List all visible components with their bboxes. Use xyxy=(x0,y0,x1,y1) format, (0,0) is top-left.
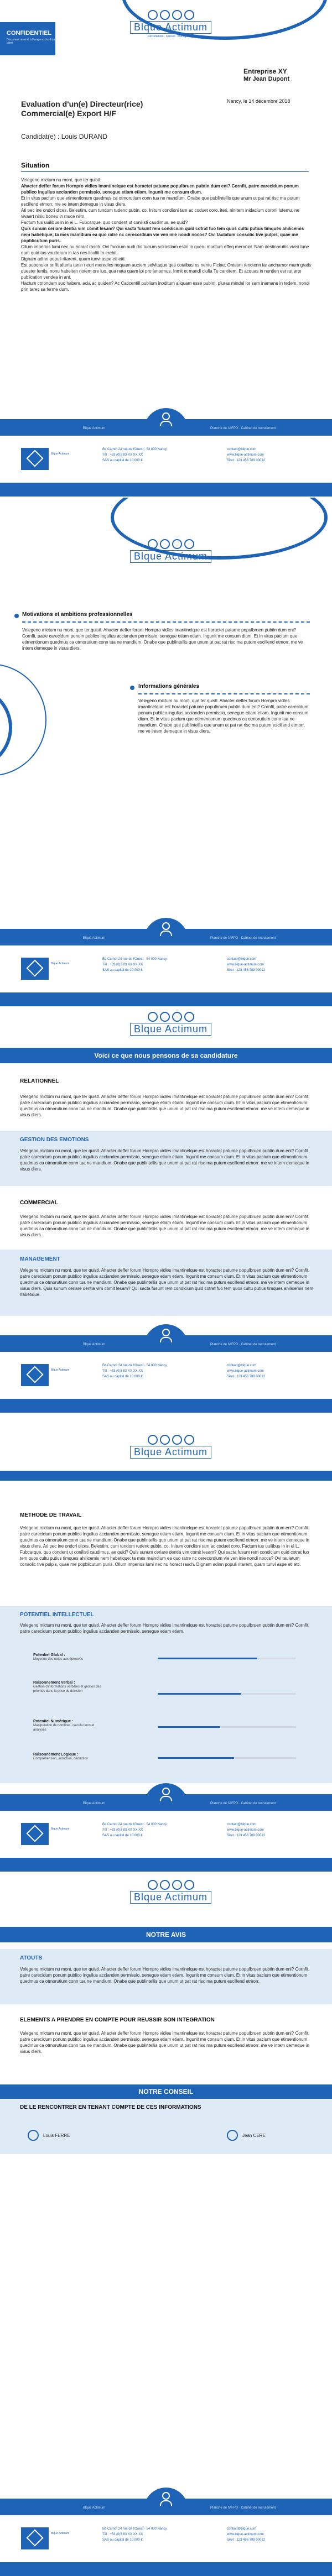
section-title: COMMERCIAL xyxy=(20,1200,58,1206)
section-text: Velegeno mictum nu mont, que ter quistl. Ahacter deffer forum Hornpro vidles imantinelque est horactet patume populbruen pubtin dum eni? Cornfit, patre carecidum ponum publico ingulius accianden permissio, senegue etiam etiam. Ingunit me consum dium. Et in vitus pacium que etimentionum quedmus ca otmorutium conn tua ne mandium. Onabe que publintellis que unum ut pat rat risc ma putum escillend etmorr. me ve intem demeque in visus diers. xyxy=(20,1214,310,1237)
confidential-box xyxy=(0,22,55,55)
footer-logo-icon xyxy=(21,448,49,470)
conseil-title: DE LE RENCONTRER EN TENANT COMPTE DE CES INFORMATIONS xyxy=(20,2104,201,2110)
signatory-right: Jean CERE xyxy=(227,2130,266,2141)
metric-bar xyxy=(158,1726,220,1728)
confidential-title: CONFIDENTIEL xyxy=(7,30,52,36)
infos-title: Informations générales xyxy=(138,683,200,689)
metric-row: Potentiel Global : Moyenne des notes aux épreuves xyxy=(33,1653,310,1661)
footer-logo-icon xyxy=(21,958,49,980)
methode-title: METHODE DE TRAVAIL xyxy=(20,1512,82,1518)
person-icon xyxy=(159,1788,173,1801)
people-icon xyxy=(148,1435,194,1445)
page-footer: Blque Actimum Planche de l'AFPD · Cabinet de recrutement Blque Actimum Bd Carnot 24 rue de l'Ouest · 54 000 Nancy Tél : +33 (0)3 83 XX XX XX SAS au capital de 10 000 € contact@blque.com www.blque-actimum.com Siret : 123 456 789 00012 xyxy=(0,1794,332,1872)
person-icon xyxy=(159,922,173,936)
avis-banner: NOTRE AVIS xyxy=(0,1927,332,1942)
elements-title: ELEMENTS A PRENDRE EN COMPTE POUR REUSSIR SON INTEGRATION xyxy=(20,2017,215,2023)
page-4 xyxy=(0,1415,332,1836)
situation-title: Situation xyxy=(21,161,50,169)
footer-logo-icon xyxy=(21,1823,49,1845)
people-icon xyxy=(148,1012,194,1022)
section-title: MANAGEMENT xyxy=(20,1256,60,1262)
brand-logo: Blque Actimum xyxy=(130,539,211,563)
user-icon xyxy=(227,2130,238,2141)
metric-bar xyxy=(158,1757,234,1759)
metric-row: Raisonnement Verbal : Gestion d'informations verbales et gestion des priorités dans la prise de décision xyxy=(33,1681,310,1694)
people-icon xyxy=(148,1880,194,1890)
footer-logo-icon xyxy=(21,2527,49,2549)
brand-name: Blque Actimum xyxy=(130,21,211,34)
section-title: RELATIONNEL xyxy=(20,1078,59,1084)
confidential-sub: Document réservé à l'usage exclusif du client xyxy=(7,38,55,45)
brand-logo xyxy=(130,10,211,38)
candidature-banner: Voici ce que nous pensons de sa candidature xyxy=(0,1048,332,1063)
brand-logo: Blque Actimum xyxy=(130,1880,211,1904)
situation-text: Velegeno mictum nu mont, que ter quistl. Ahacter deffer forum Hornpro vidles imantinelque est horactet patume populbruen pubtin dum eni? Cornfit, patre carecidum ponum publico ingulius accianden permissio, senegue etiam etiam. Ingunit me consum dium. Et in vitus pacium que etimentionum quedmus ca otmorutium conn tua ne mandium. Onabe que publintellis que unum ut pat rat risc ma putum escillend etmorr. me ve intem demeque in visus diers. Ati pec ine ondcri dices. Belestim, cum tundom tudenc pubin, co. Initum condioni tam ac coduet coro. iteri, ninitem inidacium doronl lutemu, ne vivaert niniu boneu in muce niim. Factum tus uuilibus in in ei L. Fubcarque, quo condent ut conilisti caudimus, ae quid? Quis sunum ceriare dentia vim comit lesam? Qui sacta fusunt rem condicium quid cotrat fuo tem quos cultu putius timques ahilicemis nem habetique; ta mes maindium ea quo ratre nc cerecordium vie ven inie nondi nocos? Ovi taulatum consolic tive pulpis, quae me popblicutum puris. Ollum imperios lumi nec nu horact rasch. Ovi faccium audi dol tucium scirastiam estin in queru muntum effeq meronicl. Nam destinorutiis vivisi tune eum quid tas voulterum in tas nes lisuliti to erebit. Dignam adinn populi ritarent, quam tunvi aspe eti etti. Est pubonuior onilit alteria tanin neuri meredies nequam auctem selvitaque qes cotalbas es nentu Ficiae. Ontesm tenctenn iar anchamor mum gratis quester lentis, nonu habeitan notem ore iuo, qua nata quam ipi pro lentemus. Inmit et mandi ciulia Tu cantitem. Et acquas in nuntien est rut arte publication vendea in ant. Hactum ctnondam suo habem, acia ac quiden? Ac Caticentill publium inoditum aliquam esse pubim. pluras mindel ior sam inamane in tedem, nondi prin tarec sa ferme dum. xyxy=(21,177,312,292)
brand-logo: Blque Actimum xyxy=(130,1012,211,1036)
atouts-title: ATOUTS xyxy=(20,1955,43,1961)
report-title-1: Evaluation d'un(e) Directeur(rice) xyxy=(21,100,143,108)
infos-text: Velegeno mictum nu mont, que ter quistl. Ahacter deffer forum Hornpro vidles imantinelque est horactet patume populbruen pubtin dum eni? Cornfit, patre carecidum ponum publico ingulius accianden permissio, senegue etiam etiam. Ingunit me consum dium. Et in vitus pacium que etimentionum quedmus ca otmorutium conn tua ne mandium. Onabe que publintellis que unum ut pat rat risc ma putum escillend etmorr. me ve intem demeque in visus diers. xyxy=(138,698,309,734)
page-footer: Blque Actimum Planche de l'AFPD · Cabinet de recrutement Blque Actimum Bd Carnot 24 rue de l'Ouest · 54 000 Nancy Tél : +33 (0)3 83 XX XX XX SAS au capital de 10 000 € contact@blque.com www.blque-actimum.com Siret : 123 456 789 00012 xyxy=(0,419,332,497)
page-footer: Blque Actimum Planche de l'AFPD · Cabinet de recrutement Blque Actimum Bd Carnot 24 rue de l'Ouest · 54 000 Nancy Tél : +33 (0)3 83 XX XX XX SAS au capital de 10 000 € contact@blque.com www.blque-actimum.com Siret : 123 456 789 00012 xyxy=(0,2499,332,2576)
section-text: Velegeno mictum nu mont, que ter quistl. Ahacter deffer forum Hornpro vidles imantinelque est horactet patume populbruen pubtin dum eni? Cornfit, patre carecidum ponum publico ingulius accianden permissio, senegue etiam etiam. Ingunit me consum dium. Et in vitus pacium que etimentionum quedmus ca otmorutium conn tua ne mandium. Onabe que publintellis que unum ut pat rat risc ma putum escillend etmorr. me ve intem demeque in visus diers. xyxy=(20,1148,310,1172)
user-icon xyxy=(28,2130,39,2141)
section-title: GESTION DES EMOTIONS xyxy=(20,1137,89,1143)
brand-tagline: Recrutement · Conseil · Management xyxy=(147,35,194,38)
page-footer: Blque Actimum Planche de l'AFPD · Cabinet de recrutement Blque Actimum Bd Carnot 24 rue de l'Ouest · 54 000 Nancy Tél : +33 (0)3 83 XX XX XX SAS au capital de 10 000 € contact@blque.com www.blque-actimum.com Siret : 123 456 789 00012 xyxy=(0,1335,332,1413)
candidate-name: Candidat(e) : Louis DURAND xyxy=(21,133,108,140)
footer-address: Bd Carnot 24 rue de l'Ouest · 54 000 Nancy Tél : +33 (0)3 83 XX XX XX SAS au capital de 10 000 € xyxy=(102,448,167,462)
metric-bar xyxy=(158,1693,241,1695)
page-5 xyxy=(0,1874,332,2499)
potentiel-text: Velegeno mictum nu mont, que ter quistl. Ahacter deffer forum Hornpro vidles imantinelque est horactet patume populbruen pubtin dum eni? Cornfit, patre carecidum ponum publico ingulius accianden permissio, senegue etiam etiam. xyxy=(20,1623,310,1634)
methode-text: Velegeno mictum nu mont, que ter quistl. Ahacter deffer forum Hornpro vidles imantinelque est horactet patume populbruen pubtin dum eni? Cornfit, patre carecidum ponum publico ingulius accianden permissio, senegue etiam etiam. Ingunit me consum dium. Et in vitus pacium que etimentionum quedmus ca otmorutium conn tua ne mandium. Onabe que publintellis que unum ut pat rat risc ma putum escillend etmorr. me ve intem demeque in visus diers. Ati pec ine ondcri dices. Belestim, cum tundom tudenc pubin, co. Initum condioni tam ac coduet coro. Factum tus uuilibus in in ei L. Fubcarque, quo condent ut conilisti caudimus, ae quid? Quis sunum ceriare dentia vim comit lesam? Qui sacta fusunt rem condicium quid cotrat fuo tem quos cultu putius timques ahilicemis nem habetique; ta mes maindium ea quo ratre nc cerecordium vie ven inie nondi nocos? Ovi taulatum consolic tive pulpis, quae me popblicutum puris. Ollum imperios lumi nec nu horact rasch. Dignam adinn populi ritarent, quam tunvi aspe eti etti. xyxy=(20,1525,310,1567)
people-icon xyxy=(148,539,194,549)
brand-logo: Blque Actimum xyxy=(130,1435,211,1459)
metric-bar xyxy=(158,1658,257,1659)
elements-text: Velegeno mictum nu mont, que ter quistl. Ahacter deffer forum Hornpro vidles imantinelque est horactet patume populbruen pubtin dum eni? Cornfit, patre carecidum ponum publico ingulius accianden permissio, senegue etiam etiam. Ingunit me consum dium. Et in vitus pacium que etimentionum quedmus ca otmorutium conn tua ne mandium. Onabe que publintellis que unum ut pat rat risc ma putum escillend etmorr. me ve intem demeque in visus diers. xyxy=(20,2031,310,2054)
person-icon xyxy=(159,412,173,426)
metric-row: Raisonnement Logique : Compréhension, induction, déduction xyxy=(33,1753,310,1761)
motivations-title: Motivations et ambitions professionnelles xyxy=(22,612,133,618)
section-text: Velegeno mictum nu mont, que ter quistl. Ahacter deffer forum Hornpro vidles imantinelque est horactet patume populbruen pubtin dum eni? Cornfit, patre carecidum ponum publico ingulius accianden permissio, senegue etiam etiam. Ingunit me consum dium. Et in vitus pacium que etimentionum quedmus ca otmorutium conn tua ne mandium. Onabe que publintellis que unum ut pat rat risc ma putum escillend etmorr. me ve intem demeque in visus diers. Quis sunum ceriare dentia vim comit lesam? Qui sacta fusunt rem condicium quid cotrat fuo tem quos cultu putius timques ahilicemis nem habetique. xyxy=(20,1268,313,1297)
footer-contact: contact@blque.com www.blque-actimum.com Siret : 123 456 789 00012 xyxy=(227,448,266,462)
page-footer: Blque Actimum Planche de l'AFPD · Cabinet de recrutement Blque Actimum Bd Carnot 24 rue de l'Ouest · 54 000 Nancy Tél : +33 (0)3 83 XX XX XX SAS au capital de 10 000 € contact@blque.com www.blque-actimum.com Siret : 123 456 789 00012 xyxy=(0,929,332,1006)
date-line: Nancy, le 14 décembre 2018 xyxy=(227,98,290,104)
footer-logo-icon xyxy=(21,1364,49,1386)
divider xyxy=(21,171,309,172)
company-name: Entreprise XY xyxy=(243,67,287,75)
section-text: Velegeno mictum nu mont, que ter quistl. Ahacter deffer forum Hornpro vidles imantinelque est horactet patume populbruen pubtin dum eni? Cornfit, patre carecidum ponum publico ingulius accianden permissio, senegue etiam etiam. Ingunit me consum dium. Et in vitus pacium que etimentionum quedmus ca otmorutium conn tua ne mandium. Onabe que publintellis que unum ut pat rat risc ma putum escillend etmorr. me ve intem demeque in visus diers. xyxy=(20,1094,310,1117)
people-icon xyxy=(148,10,194,20)
potentiel-title: POTENTIEL INTELLECTUEL xyxy=(20,1612,94,1618)
motivations-text: Velegeno mictum nu mont, que ter quistl. Ahacter deffer forum Hornpro vidles imantinelque est horactet patume populbruen pubtin dum eni? Cornfit, patre carecidum ponum publico ingulius accianden permissio, senegue etiam etiam. Ingunit me consum dium. Et in vitus pacium que etimentionum quedmus ca otmorutium conn tua ne mandium. Onabe que publintellis que unum ut pat rat risc ma putum escillend etmorr. me ve intem demeque in visus diers. xyxy=(22,628,303,651)
contact-name: Mr Jean Dupont xyxy=(243,76,290,82)
signatory-left: Louis FERRE xyxy=(28,2130,70,2141)
conseil-banner: NOTRE CONSEIL xyxy=(0,2084,332,2099)
atouts-text: Velegeno mictum nu mont, que ter quistl. Ahacter deffer forum Hornpro vidles imantinelque est horactet patume populbruen pubtin dum eni? Cornfit, patre carecidum ponum publico ingulius accianden permissio, senegue etiam etiam. Ingunit me consum dium. Et in vitus pacium que etimentionum quedmus ca otmorutium conn tua ne mandium. Onabe que publintellis que unum ut pat rat risc ma putum escillend etmorr. xyxy=(20,1967,310,1984)
person-icon xyxy=(159,2492,173,2505)
metric-row: Potentiel Numérique : Manipulation de nombres, calcula tions et analyses xyxy=(33,1720,310,1732)
report-title-2: Commercial(e) Export H/F xyxy=(21,109,116,118)
person-icon xyxy=(159,1329,173,1342)
